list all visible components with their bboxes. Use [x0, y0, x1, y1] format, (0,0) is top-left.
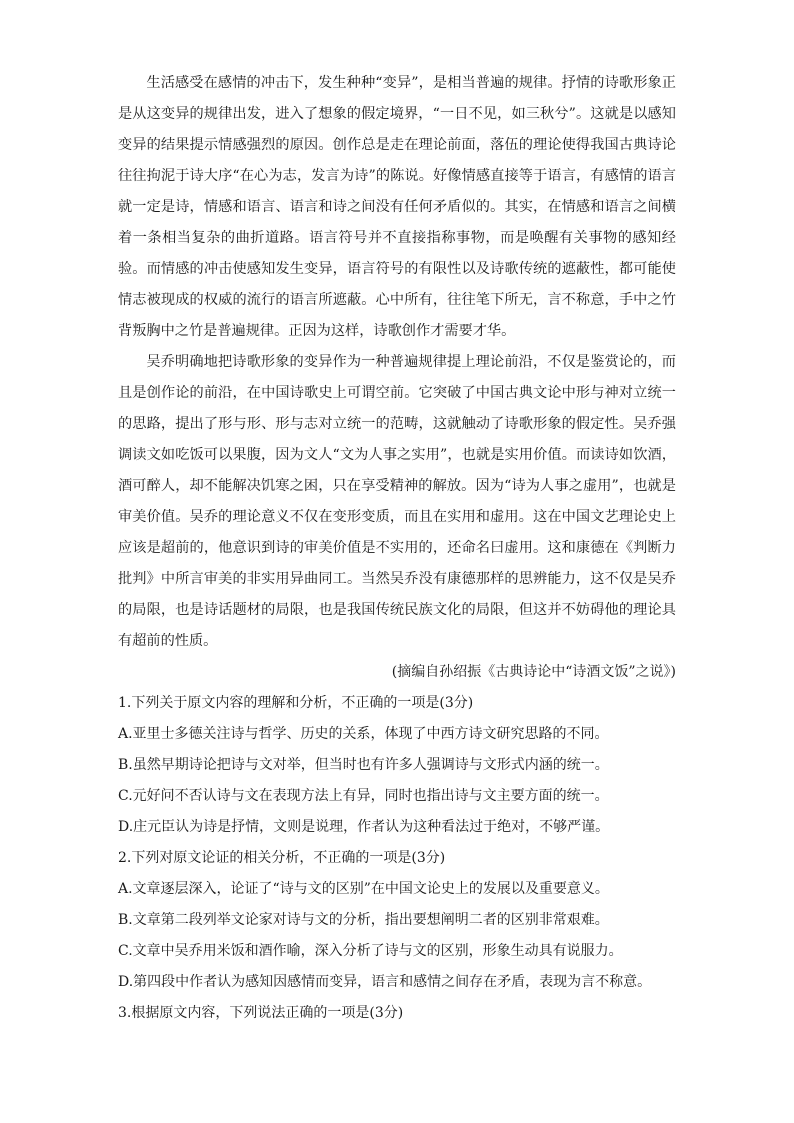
question-1 — [118, 688, 676, 843]
question-2 — [118, 843, 676, 998]
option-d: D.庄元臣认为诗是抒情，文则是说理，作者认为这种看法过于绝对，不够严谨。 — [118, 819, 610, 835]
article-paragraph-1: 生活感受在感情的冲击下，发生种种“变异”，是相当普遍的规律。抒情的诗歌形象正是从这变异的规律出发，进入了想象的假定境界，“一日不见，如三秋兮”。这就是以感知变异的结果提示情感强烈的原因。创作总是走在理论前面，落伍的理论使得我国古典诗论往往拘泥于诗大序“在心为志，发言为诗”的陈说。好像情感直接等于语言，有感情的语言就一定是诗，情感和语言、语言和诗之间没有任何矛盾似的。其实，在情感和语言之间横着一条相当复杂的曲折道路。语言符号并不直接指称事物，而是唤醒有关事物的感知经验。而情感的冲击使感知发生变异，语言符号的有限性以及诗歌传统的遮蔽性，都可能使情志被现成的权威的流行的语言所遮蔽。心中所有，往往笔下所无，言不称意，手中之竹背叛胸中之竹是普遍规律。正因为这样，诗歌创作才需要才华。 — [118, 75, 676, 339]
option-a: A.亚里士多德关注诗与哲学、历史的关系，体现了中西方诗文研究思路的不同。 — [118, 726, 609, 742]
option-c: C.元好问不否认诗与文在表现方法上有异，同时也指出诗与文主要方面的统一。 — [118, 788, 609, 804]
option-b: B.文章第二段列举文论家对诗与文的分析，指出要想阐明二者的区别非常艰难。 — [118, 912, 609, 928]
option-c: C.文章中吴乔用米饭和酒作喻，深入分析了诗与文的区别，形象生动具有说服力。 — [118, 943, 623, 959]
article-paragraph-2: 吴乔明确地把诗歌形象的变异作为一种普遍规律提上理论前沿，不仅是鉴赏论的，而且是创作论的前沿，在中国诗歌史上可谓空前。它突破了中国古典文论中形与神对立统一的思路，提出了形与形、形与志对立统一的范畴，这就触动了诗歌形象的假定性。吴乔强调读文如吃饭可以果腹，因为文人“文为人事之实用”，也就是实用价值。而读诗如饮酒，酒可醉人，却不能解决饥寒之困，只在享受精神的解放。因为“诗为人事之虚用”，也就是审美价值。吴乔的理论意义不仅在变形变质，而且在实用和虚用。这在中国文艺理论史上应该是超前的，他意识到诗的审美价值是不实用的，还命名曰虚用。这和康德在《判断力批判》中所言审美的非实用异曲同工。当然吴乔没有康德那样的思辨能力，这不仅是吴乔的局限，也是诗话题材的局限，也是我国传统民族文化的局限，但这并不妨碍他的理论具有超前的性质。 — [118, 354, 676, 649]
option-b: B.虽然早期诗论把诗与文对举，但当时也有许多人强调诗与文形式内涵的统一。 — [118, 757, 609, 773]
option-a: A.文章逐层深入，论证了“诗与文的区别”在中国文论史上的发展以及重要意义。 — [118, 881, 609, 897]
question-stem: 2.下列对原文论证的相关分析，不正确的一项是(3分) — [118, 850, 446, 866]
option-d: D.第四段中作者认为感知因感情而变异，语言和感情之间存在矛盾，表现为言不称意。 — [118, 974, 652, 990]
question-3 — [118, 998, 676, 1029]
exam-page — [118, 68, 676, 1029]
question-stem: 3.根据原文内容，下列说法正确的一项是(3分) — [118, 1005, 404, 1021]
article-source: (摘编自孙绍振《古典诗论中“诗酒文饭”之说》) — [391, 664, 676, 680]
question-stem: 1.下列关于原文内容的理解和分析，不正确的一项是(3分) — [118, 695, 474, 711]
